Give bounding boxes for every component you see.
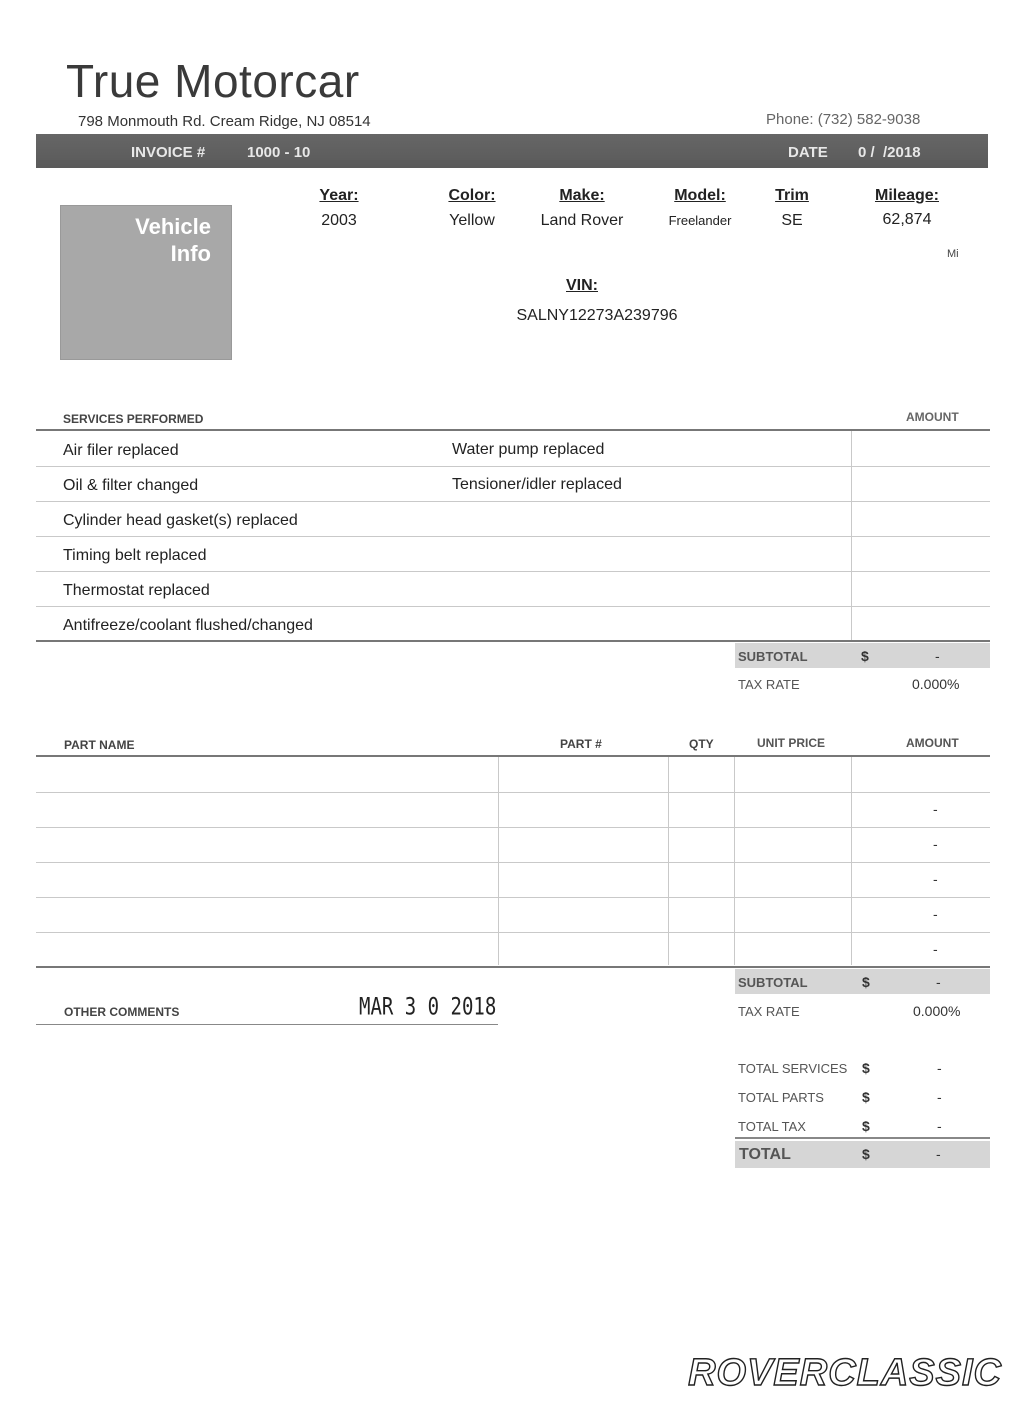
part-row-amount: - (933, 871, 938, 887)
parts-row-line (36, 862, 990, 863)
parts-subtotal-value: - (936, 974, 941, 990)
services-subtotal-label: SUBTOTAL (738, 649, 808, 664)
total-parts-currency: $ (862, 1089, 870, 1105)
parts-col-divider (734, 757, 735, 965)
service-item: Thermostat replaced (63, 582, 210, 599)
service-item: Cylinder head gasket(s) replaced (63, 512, 298, 529)
total-services-value: - (937, 1060, 942, 1076)
total-rule (735, 1137, 990, 1139)
services-bottom-rule (36, 640, 990, 642)
company-name: True Motorcar (66, 55, 360, 107)
service-item: Antifreeze/coolant flushed/changed (63, 617, 313, 634)
mileage-label: Mileage: (874, 187, 939, 204)
parts-tax-rate-label: TAX RATE (738, 1004, 800, 1019)
model-value: Freelander (668, 213, 732, 228)
date-value: 0 / /2018 (858, 144, 921, 161)
roverclassic-watermark: ROVERCLASSIC (688, 1352, 1002, 1394)
part-row-amount: - (933, 801, 938, 817)
parts-col-divider (668, 757, 669, 965)
total-parts-label: TOTAL PARTS (738, 1090, 824, 1105)
part-name-header: PART NAME (64, 738, 135, 752)
total-value: - (936, 1146, 941, 1162)
trim-value: SE (781, 212, 803, 229)
services-tax-rate-value: 0.000% (912, 676, 960, 692)
make-label: Make: (559, 187, 605, 204)
part-number-header: PART # (560, 737, 602, 751)
invoice-label: INVOICE # (131, 144, 206, 161)
part-row-amount: - (933, 836, 938, 852)
total-tax-label: TOTAL TAX (738, 1119, 806, 1134)
date-label: DATE (788, 144, 828, 161)
service-item: Timing belt replaced (63, 547, 207, 564)
color-value: Yellow (449, 212, 495, 229)
parts-row-line (36, 792, 990, 793)
company-address: 798 Monmouth Rd. Cream Ridge, NJ 08514 (78, 113, 371, 130)
mileage-unit: Mi (947, 248, 959, 260)
total-tax-value: - (937, 1118, 942, 1134)
services-tax-rate-label: TAX RATE (738, 677, 800, 692)
parts-row-line (36, 897, 990, 898)
parts-col-divider (498, 757, 499, 965)
services-top-rule (36, 429, 990, 431)
service-item: Oil & filter changed (63, 477, 199, 494)
service-item: Water pump replaced (452, 441, 605, 458)
vehicle-info-line1: Vehicle (135, 214, 211, 239)
total-services-label: TOTAL SERVICES (738, 1061, 848, 1076)
parts-top-rule (36, 755, 990, 757)
qty-header: QTY (689, 737, 714, 751)
invoice-number: 1000 - 10 (247, 144, 311, 161)
make-value: Land Rover (540, 212, 624, 229)
model-label: Model: (674, 187, 726, 204)
mileage-value: 62,874 (882, 211, 932, 228)
parts-amount-header: AMOUNT (906, 736, 959, 750)
total-services-currency: $ (862, 1060, 870, 1076)
vin-label: VIN: (566, 277, 598, 294)
part-row-amount: - (933, 941, 938, 957)
company-phone: Phone: (732) 582-9038 (766, 111, 921, 128)
services-subtotal-currency: $ (861, 648, 869, 664)
vehicle-info-box (60, 205, 232, 360)
services-subtotal-value: - (935, 648, 940, 664)
invoice-bar (36, 134, 988, 168)
trim-label: Trim (775, 187, 809, 204)
parts-col-divider (851, 757, 852, 965)
parts-subtotal-label: SUBTOTAL (738, 975, 808, 990)
service-item: Air filer replaced (63, 442, 179, 459)
parts-row-line (36, 827, 990, 828)
parts-tax-rate-value: 0.000% (913, 1003, 961, 1019)
total-label: TOTAL (739, 1146, 791, 1163)
vin-value: SALNY12273A239796 (516, 307, 678, 324)
part-row-amount: - (933, 906, 938, 922)
other-comments-label: OTHER COMMENTS (64, 1005, 180, 1019)
service-item: Tensioner/idler replaced (452, 476, 622, 493)
comments-rule (36, 1024, 498, 1025)
unit-price-header: UNIT PRICE (757, 736, 826, 750)
services-amount-header: AMOUNT (906, 410, 959, 424)
parts-bottom-rule (36, 966, 990, 968)
services-row-line (36, 606, 990, 607)
parts-row-line (36, 932, 990, 933)
services-row-line (36, 466, 990, 467)
total-currency: $ (862, 1146, 870, 1162)
services-row-line (36, 571, 990, 572)
date-stamp: MAR 3 0 2018 (359, 993, 497, 1021)
year-value: 2003 (321, 212, 357, 229)
vehicle-info-line2: Info (170, 241, 211, 266)
services-row-line (36, 536, 990, 537)
total-tax-currency: $ (862, 1118, 870, 1134)
color-label: Color: (448, 187, 496, 204)
year-label: Year: (319, 187, 359, 204)
services-row-line (36, 501, 990, 502)
parts-subtotal-currency: $ (862, 974, 870, 990)
total-parts-value: - (937, 1089, 942, 1105)
services-header: SERVICES PERFORMED (63, 412, 204, 426)
